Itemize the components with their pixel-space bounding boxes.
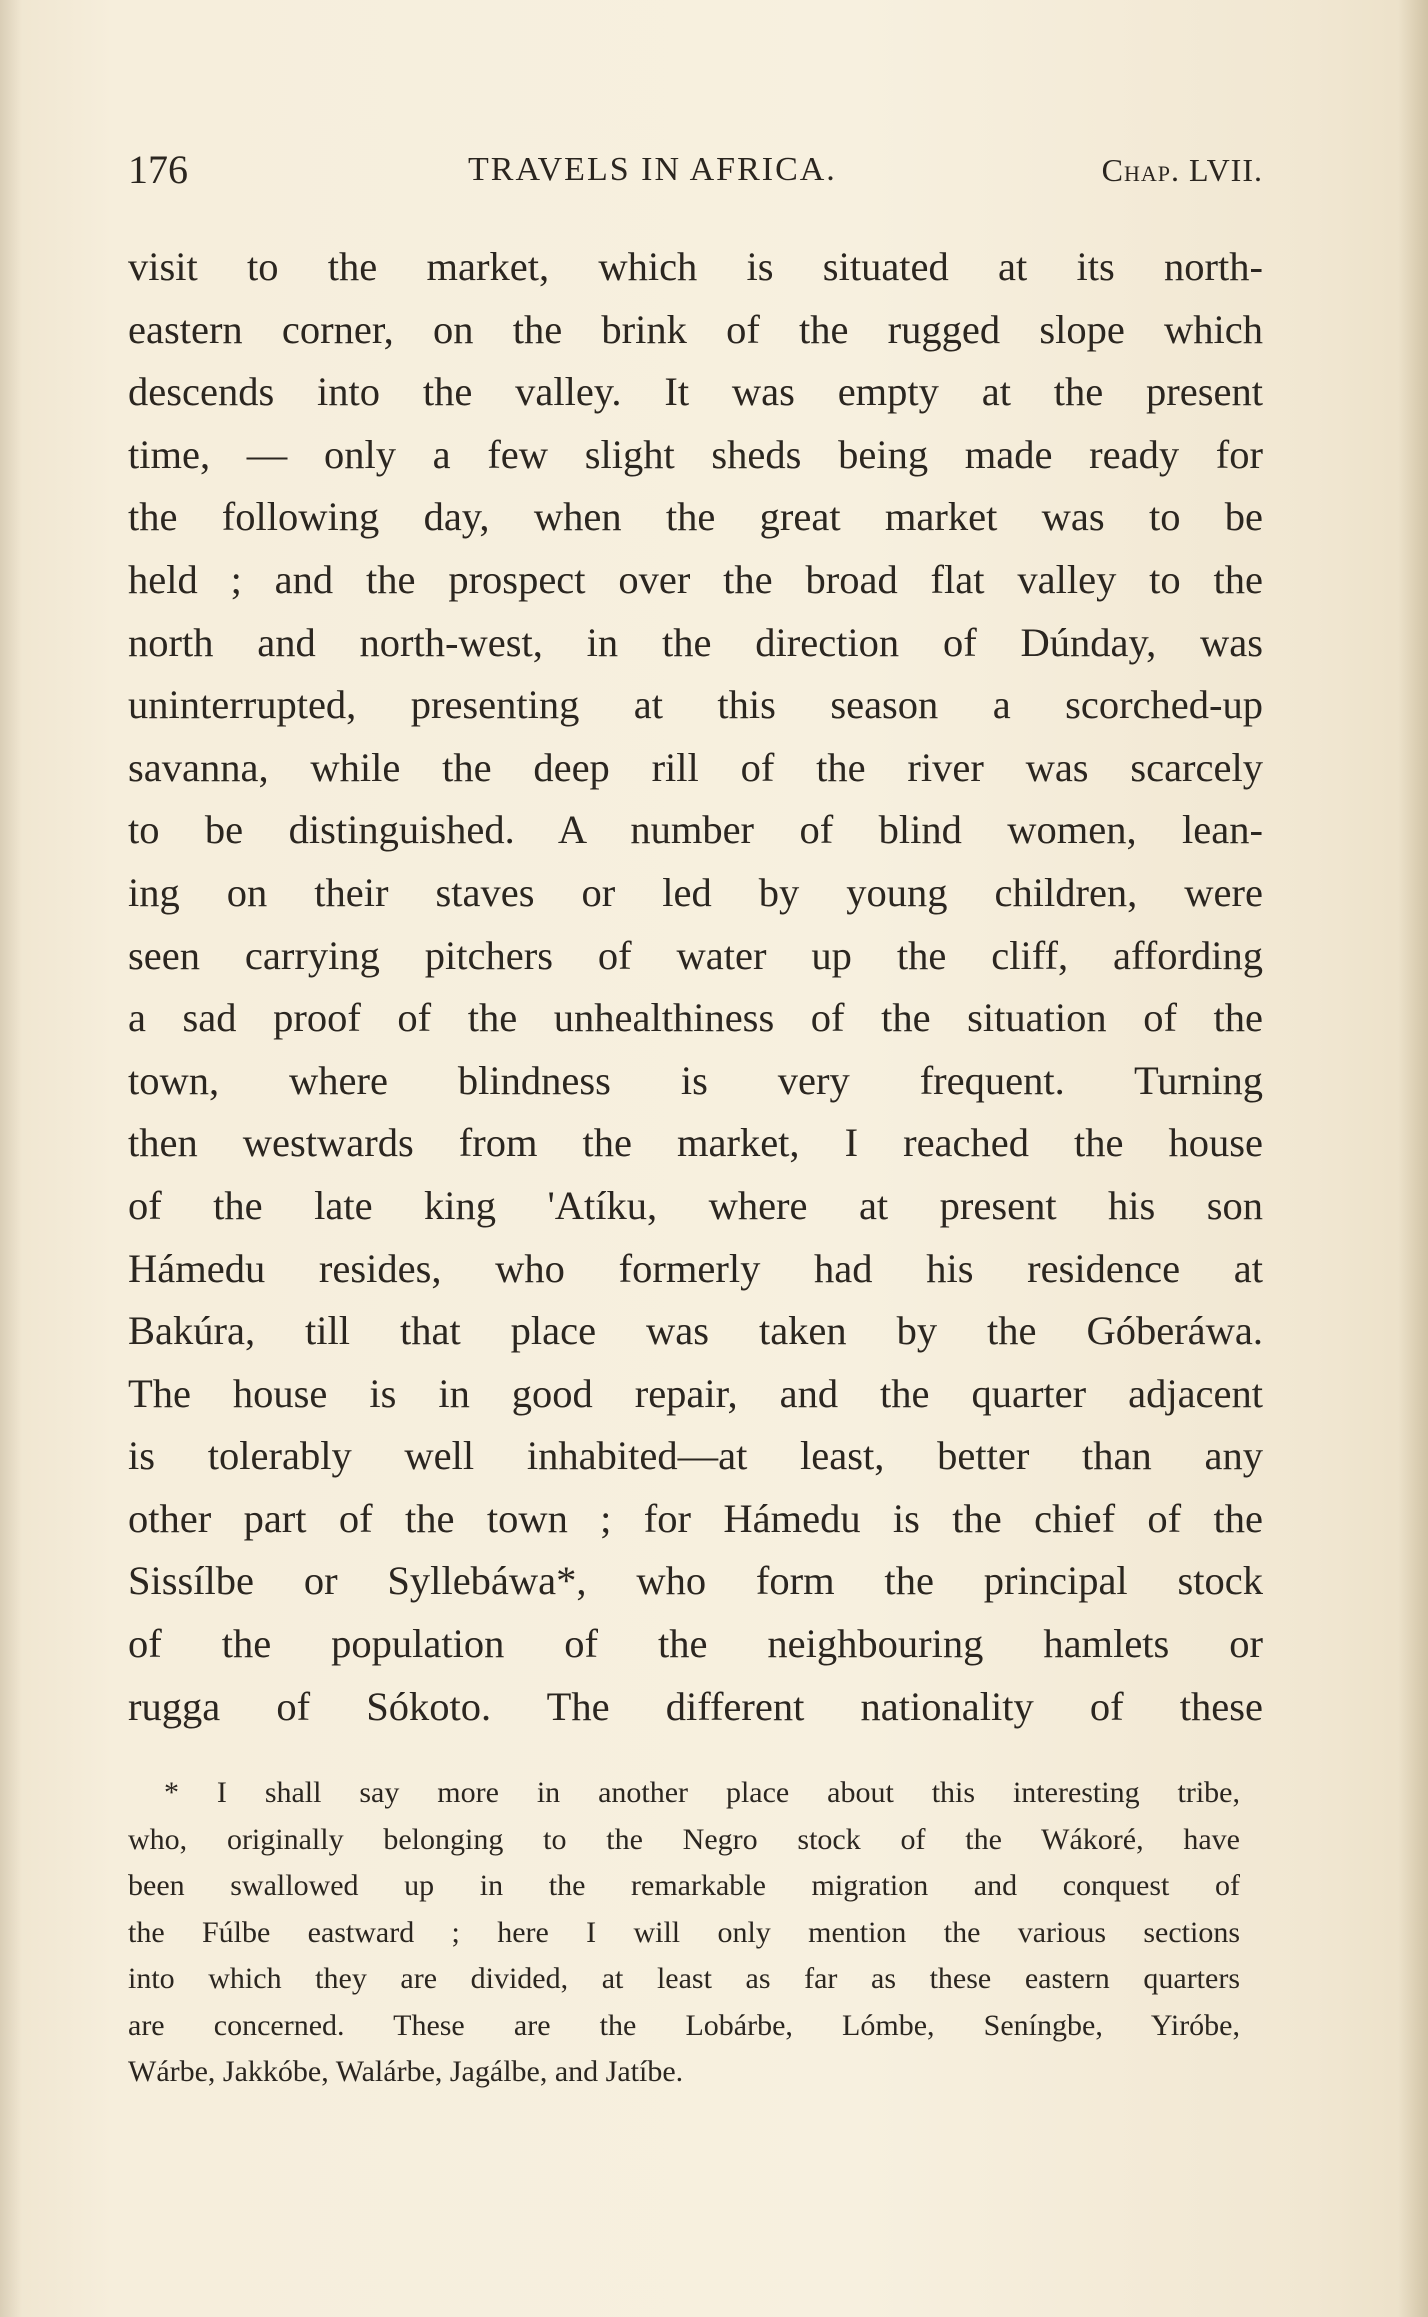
running-header <box>128 140 1263 200</box>
body-line: descends into the valley. It was empty at the present <box>128 369 1263 415</box>
footnote-line: who, originally belonging to the Negro stock of the Wákoré, have <box>128 1822 1240 1856</box>
body-line: Sissílbe or Syllebáwa*, who form the principal stock <box>128 1558 1263 1604</box>
page-number: 176 <box>128 147 188 192</box>
body-line: a sad proof of the unhealthiness of the situation of the <box>128 995 1263 1041</box>
body-line: other part of the town ; for Hámedu is the chief of the <box>128 1495 1263 1541</box>
page-edge-shadow <box>1398 0 1428 2317</box>
footnote-line: are concerned. These are the Lobárbe, Lómbe, Seníngbe, Yiróbe, <box>128 2008 1240 2042</box>
footnote-line: the Fúlbe eastward ; here I will only mention the various sections <box>128 1915 1240 1949</box>
body-line: Hámedu resides, who formerly had his residence at <box>128 1245 1263 1291</box>
body-line: The house is in good repair, and the quarter adjacent <box>128 1370 1263 1416</box>
body-line: north and north-west, in the direction of Dúnday, was <box>128 619 1263 665</box>
footnote-line: been swallowed up in the remarkable migration and conquest of <box>128 1869 1240 1902</box>
body-text <box>128 236 1263 1738</box>
footnote-line: into which they are divided, at least as far as these eastern quarters <box>128 1962 1240 1995</box>
body-line: Bakúra, till that place was taken by the Góberáwa. <box>128 1308 1263 1354</box>
body-line: time, — only a few slight sheds being made ready for <box>128 431 1263 477</box>
running-title: TRAVELS IN AFRICA. <box>468 151 837 188</box>
body-line: savanna, while the deep rill of the river was scarcely <box>128 744 1263 790</box>
body-line: eastern corner, on the brink of the rugged slope which <box>128 306 1263 352</box>
body-line: seen carrying pitchers of water up the cliff, affording <box>128 932 1263 978</box>
body-line: uninterrupted, presenting at this season a scorched-up <box>128 682 1263 728</box>
body-line: ing on their staves or led by young children, were <box>128 869 1263 915</box>
footnote-line: Wárbe, Jakkóbe, Walárbe, Jagálbe, and Jatíbe. <box>128 2055 684 2088</box>
body-line: of the late king 'Atíku, where at present his son <box>128 1182 1263 1228</box>
body-line: to be distinguished. A number of blind women, lean- <box>128 807 1263 853</box>
body-line: of the population of the neighbouring hamlets or <box>128 1621 1263 1667</box>
body-line: held ; and the prospect over the broad flat valley to the <box>128 556 1263 602</box>
body-line: the following day, when the great market was to be <box>128 494 1263 540</box>
footnote-line: * I shall say more in another place about this interesting tribe, <box>164 1776 1240 1809</box>
body-line: then westwards from the market, I reached the house <box>128 1120 1263 1166</box>
chapter-label: Chap. LVII. <box>1101 152 1263 188</box>
body-line: town, where blindness is very frequent. Turning <box>128 1057 1263 1103</box>
page-gutter-shadow <box>0 0 22 2317</box>
body-line: rugga of Sókoto. The different nationality of these <box>128 1683 1263 1729</box>
body-line: visit to the market, which is situated at its north- <box>128 244 1263 289</box>
body-line: is tolerably well inhabited—at least, better than any <box>128 1433 1263 1479</box>
footnote <box>128 1770 1240 2096</box>
